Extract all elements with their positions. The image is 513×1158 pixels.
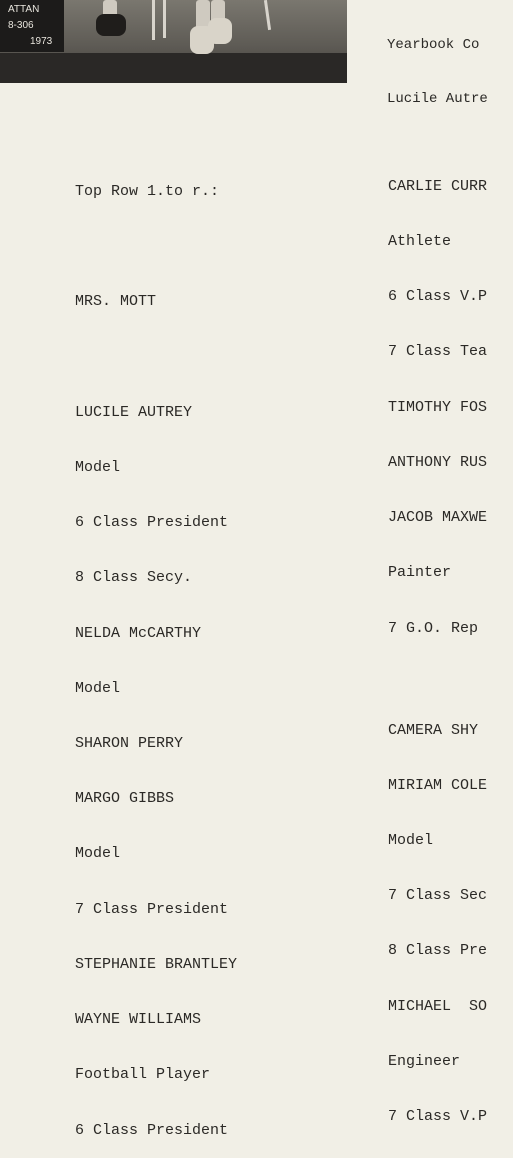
stool-leg (152, 0, 155, 40)
column-heading: Top Row 1.to r.: (75, 182, 220, 200)
list-item: 6 Class V.P (388, 288, 488, 306)
list-item: STEPHANIE BRANTLEY (75, 955, 238, 973)
right-name-column (388, 141, 487, 1145)
photo-sign (0, 0, 64, 52)
bleed-through-texture (349, 49, 512, 100)
list-item: 7 Class President (75, 900, 229, 918)
list-item: Model (75, 458, 121, 476)
sign-room: 8-306 (8, 20, 34, 31)
list-item: MIRIAM COLE (388, 776, 488, 794)
list-item: MICHAEL SO (388, 997, 488, 1015)
list-item: Model (75, 679, 121, 697)
left-name-column (75, 146, 237, 1158)
list-item: 8 Class Pre (388, 942, 488, 960)
list-item: SHARON PERRY (75, 734, 184, 752)
person-shoe (96, 14, 126, 36)
person-shoe (208, 18, 232, 44)
list-item: Model (75, 845, 121, 863)
stool-leg (163, 0, 166, 38)
stool-leg (264, 0, 271, 30)
list-item: 7 G.O. Rep (388, 619, 479, 637)
list-item: Model (388, 832, 434, 850)
list-item: 7 Class V.P (388, 1108, 488, 1126)
list-item: CAMERA SHY (388, 721, 479, 739)
list-item: LUCILE AUTREY (75, 403, 193, 421)
corner-line-2: Lucile Autre (387, 91, 488, 107)
list-item: MARGO GIBBS (75, 790, 175, 808)
list-item: 8 Class Secy. (75, 569, 193, 587)
list-item: NELDA McCARTHY (75, 624, 202, 642)
list-item: TIMOTHY FOS (388, 398, 488, 416)
list-item: Painter (388, 564, 452, 582)
list-item: 7 Class Sec (388, 887, 488, 905)
corner-line-1: Yearbook Co (387, 37, 480, 53)
list-item: 6 Class President (75, 1121, 229, 1139)
list-item: 7 Class Tea (388, 343, 488, 361)
list-item: ANTHONY RUS (388, 453, 488, 471)
list-item: Athlete (388, 233, 452, 251)
list-item: JACOB MAXWE (388, 509, 488, 527)
sign-school: ATTAN (8, 4, 40, 15)
class-photo (0, 0, 347, 83)
list-item: MRS. MOTT (75, 293, 157, 311)
list-item: CARLIE CURR (388, 177, 488, 195)
photo-floor (0, 53, 347, 83)
list-item: WAYNE WILLIAMS (75, 1011, 202, 1029)
list-item: Engineer (388, 1052, 461, 1070)
list-item: Football Player (75, 1066, 211, 1084)
sign-year: 1973 (30, 36, 53, 47)
list-item: 6 Class President (75, 514, 229, 532)
